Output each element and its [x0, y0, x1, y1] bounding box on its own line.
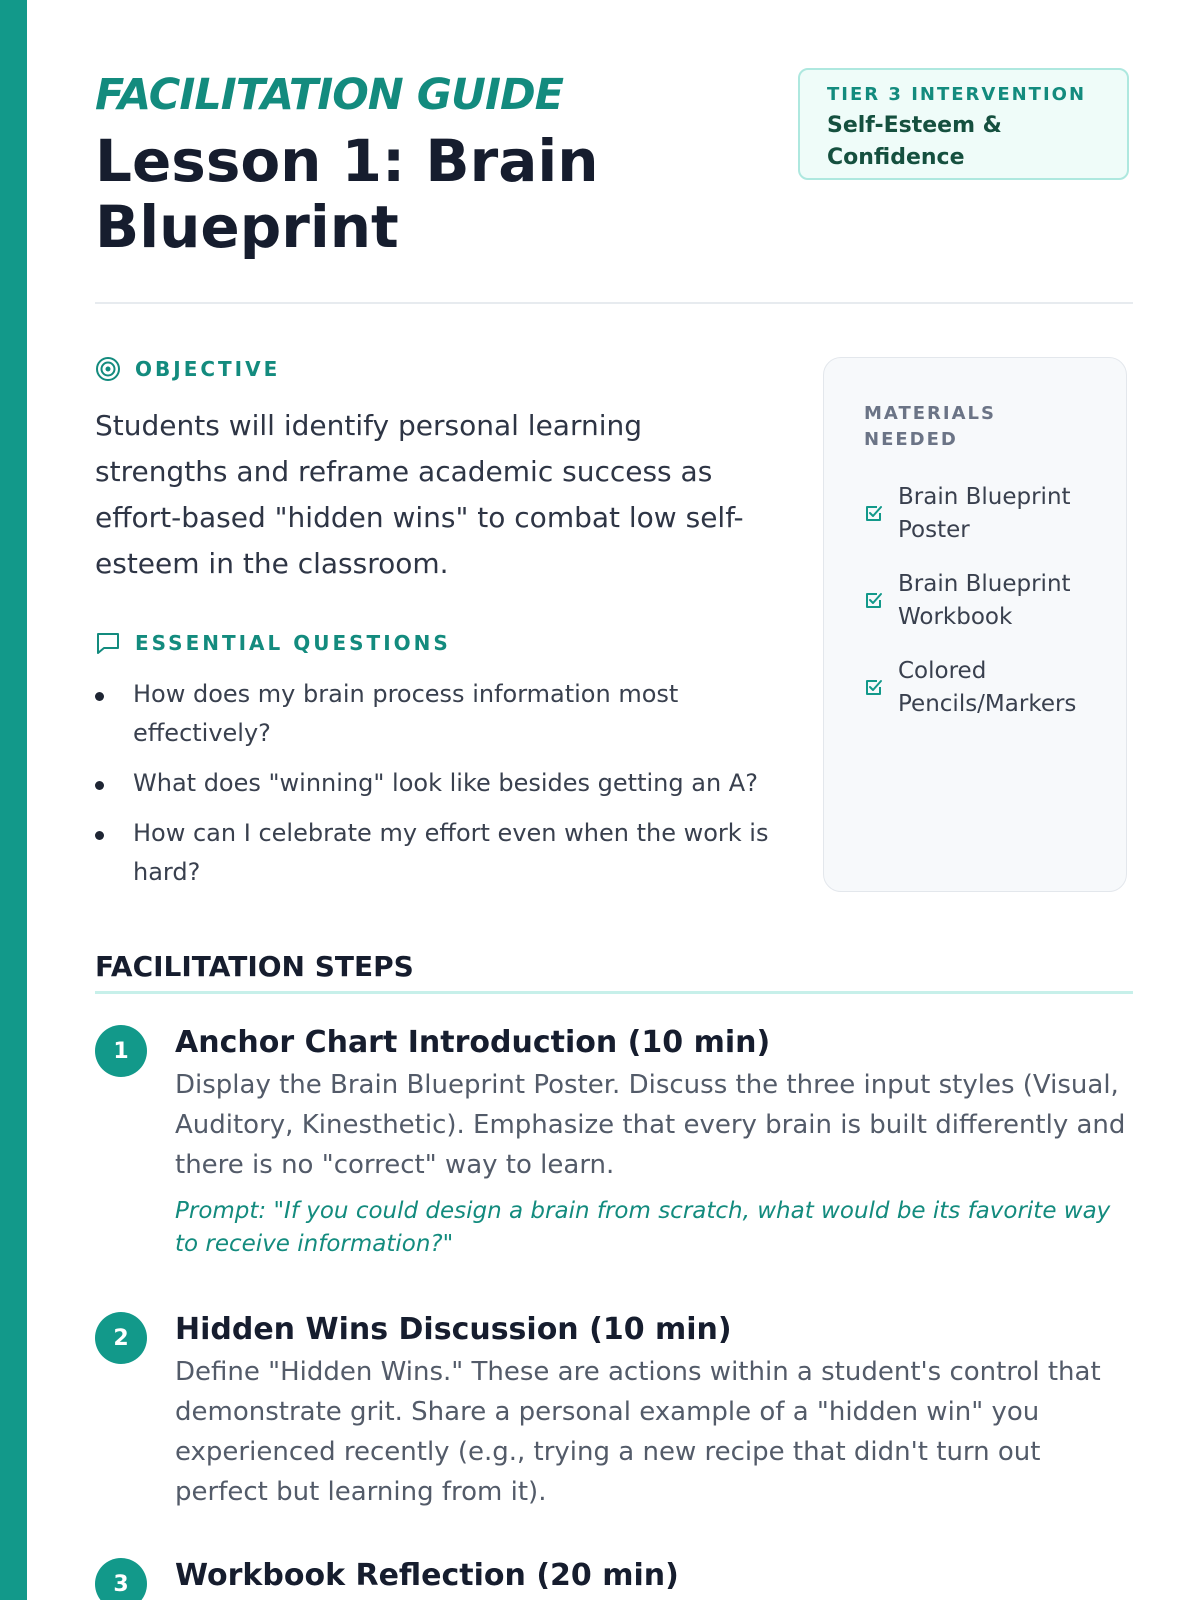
step-title: Hidden Wins Discussion (10 min): [175, 1312, 732, 1347]
material-label: Brain Blueprint Workbook: [898, 571, 1071, 630]
accent-sidebar-bar: [0, 0, 27, 1600]
materials-card: [823, 357, 1127, 892]
tier-badge: [798, 68, 1129, 180]
question-item: How does my brain process information most effectively?: [95, 675, 775, 753]
step-number-badge: 1: [95, 1025, 147, 1077]
step-body: [175, 1310, 1130, 1512]
tier-label: TIER 3 INTERVENTION: [827, 84, 1087, 105]
tier-name: Self-Esteem & Confidence: [827, 113, 1002, 170]
step-title: Workbook Reflection (20 min): [175, 1558, 679, 1593]
facilitation-steps-heading: FACILITATION STEPS: [95, 950, 1133, 994]
check-square-icon: [864, 504, 884, 524]
material-item: [864, 655, 1104, 721]
question-item: How can I celebrate my effort even when the work is hard?: [95, 814, 775, 892]
material-label: Colored Pencils/Markers: [898, 658, 1077, 717]
step-description: Display the Brain Blueprint Poster. Discuss the three input styles (Visual, Auditory, Kinesthetic). Emphasize that every brain is built differently and there is no "correct" way to learn.: [175, 1070, 1126, 1180]
material-label: Brain Blueprint Poster: [898, 484, 1071, 543]
objective-heading: [95, 356, 280, 382]
essential-questions-label: ESSENTIAL QUESTIONS: [135, 631, 451, 655]
chat-bubble-icon: [95, 630, 121, 656]
step-description: Define "Hidden Wins." These are actions within a student's control that demonstrate grit. Share a personal example of a "hidden win" you experienced recently (e.g., trying a new recipe that didn't turn out perfect but learning from it).: [175, 1357, 1101, 1507]
step-body: [175, 1023, 1130, 1261]
materials-list: [864, 481, 1104, 742]
step-number-badge: 2: [95, 1312, 147, 1364]
step-body: [175, 1556, 1130, 1596]
materials-title: MATERIALS NEEDED: [864, 403, 996, 450]
guide-content: [95, 0, 1133, 1597]
target-icon: [95, 356, 121, 382]
objective-text: Students will identify personal learning strengths and reframe academic success as effort-based "hidden wins" to combat low self-esteem in the classroom.: [95, 409, 744, 580]
objective-label: OBJECTIVE: [135, 357, 281, 381]
material-item: [864, 481, 1104, 547]
step-title: Anchor Chart Introduction (10 min): [175, 1025, 771, 1060]
step-number-badge: 3: [95, 1558, 147, 1600]
guide-kicker: FACILITATION GUIDE: [95, 70, 564, 120]
material-item: [864, 568, 1104, 634]
step-prompt: Prompt: "If you could design a brain from scratch, what would be its favorite way to receive information?": [175, 1198, 1111, 1257]
essential-questions-heading: [95, 630, 451, 656]
check-square-icon: [864, 678, 884, 698]
essential-questions-list: [95, 675, 775, 903]
lesson-title: Lesson 1: Brain Blueprint: [95, 127, 599, 261]
guide-header: [95, 0, 1133, 304]
question-item: What does "winning" look like besides getting an A?: [95, 764, 775, 803]
check-square-icon: [864, 591, 884, 611]
